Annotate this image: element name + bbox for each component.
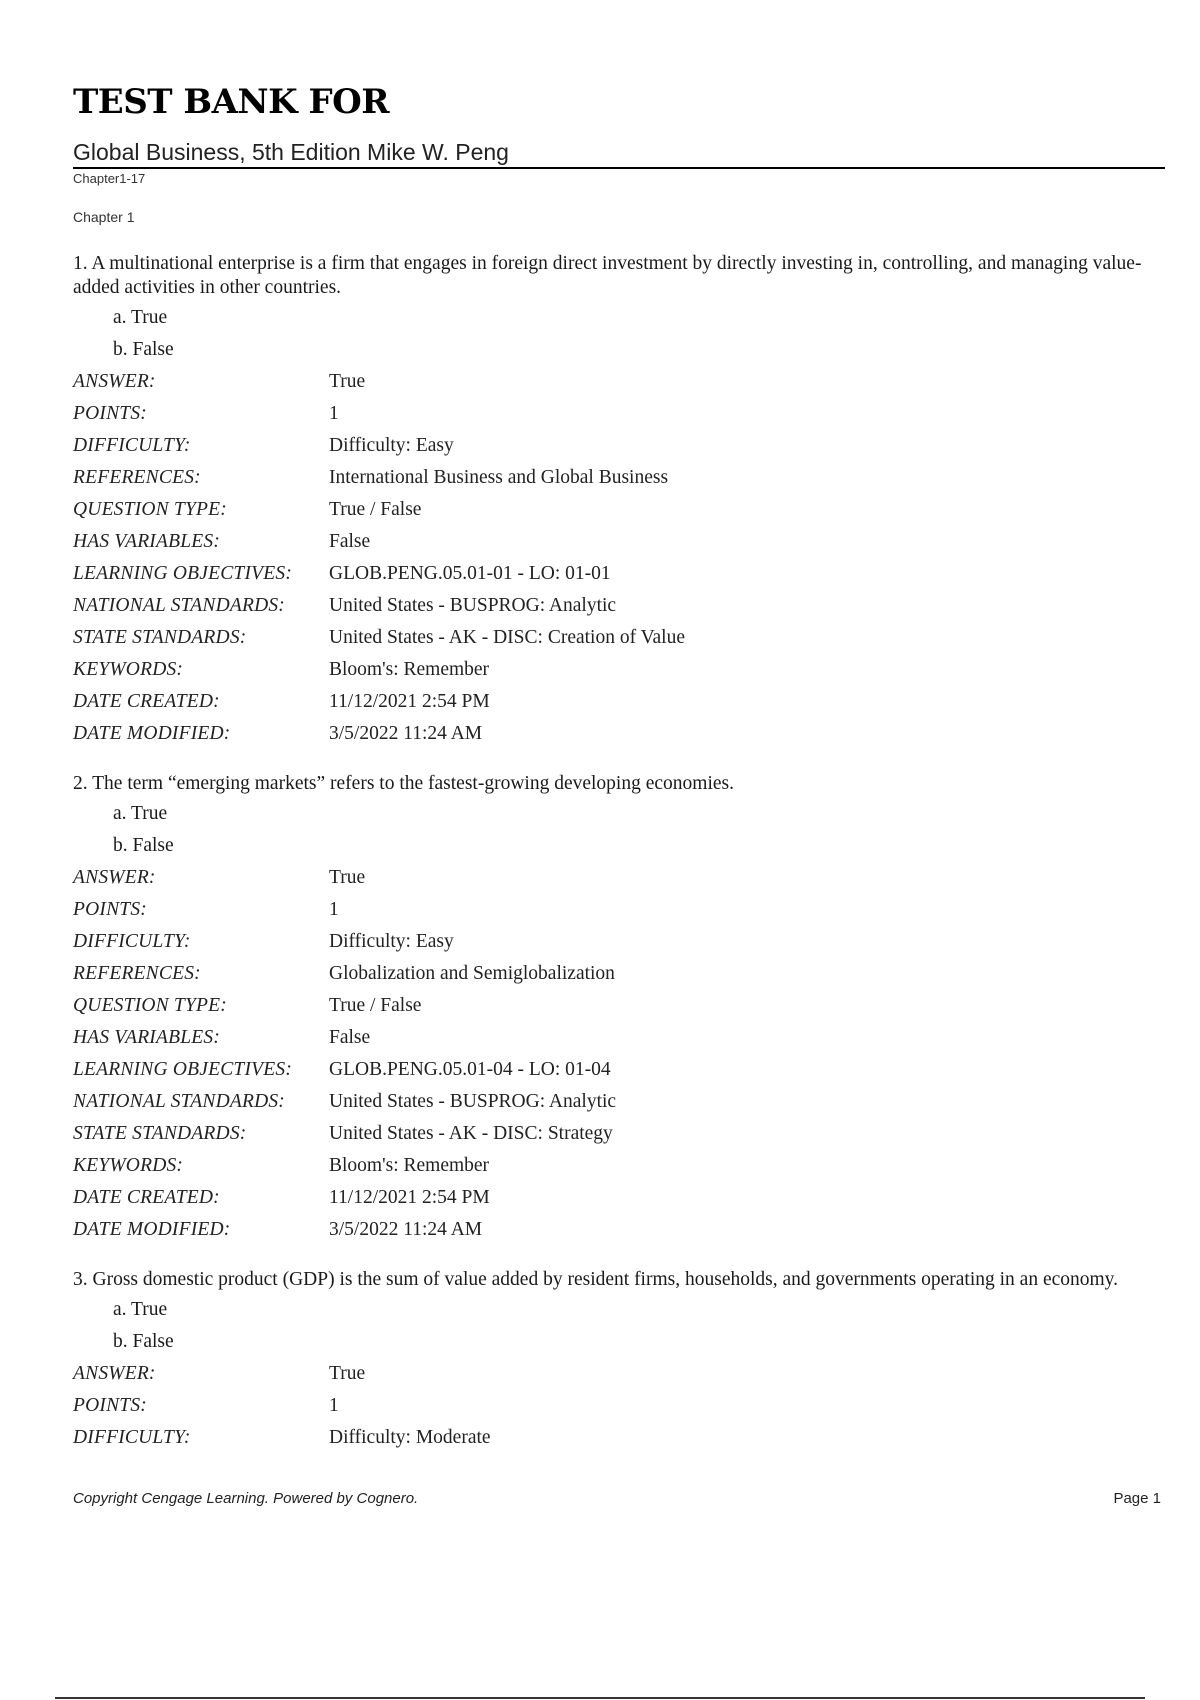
meta-answer: [73, 1358, 1165, 1390]
choice-a: a. True: [113, 803, 168, 824]
meta-value: United States - BUSPROG: Analytic: [329, 1091, 617, 1112]
meta-label: ANSWER:: [73, 1363, 156, 1384]
question-text: 3. Gross domestic product (GDP) is the sum of value added by resident firms, households, and governments operating in an economy.: [73, 1269, 1119, 1290]
question-3: [73, 1268, 1165, 1454]
chapter-label: Chapter 1: [73, 209, 135, 225]
meta-value: True / False: [329, 499, 422, 520]
meta-label: ANSWER:: [73, 371, 156, 392]
question-text: 2. The term “emerging markets” refers to the fastest-growing developing economies.: [73, 773, 734, 794]
meta-label: DIFFICULTY:: [73, 435, 191, 456]
meta-has-variables: [73, 526, 1165, 558]
meta-label: DATE MODIFIED:: [73, 723, 231, 744]
meta-value: 3/5/2022 11:24 AM: [329, 723, 483, 744]
answer-choices: [113, 798, 1165, 862]
meta-value: 11/12/2021 2:54 PM: [329, 691, 490, 712]
meta-national-standards: [73, 590, 1165, 622]
meta-date-modified: [73, 1214, 1165, 1246]
meta-label: NATIONAL STANDARDS:: [73, 1091, 285, 1112]
meta-label: LEARNING OBJECTIVES:: [73, 1059, 293, 1080]
meta-value: Difficulty: Easy: [329, 435, 454, 456]
meta-value: False: [329, 531, 371, 552]
choice-b: b. False: [113, 835, 174, 856]
meta-label: ANSWER:: [73, 867, 156, 888]
meta-label: DIFFICULTY:: [73, 931, 191, 952]
question-2: [73, 772, 1165, 1246]
choice-b: b. False: [113, 339, 174, 360]
meta-value: 1: [329, 899, 339, 920]
meta-value: Bloom's: Remember: [329, 659, 490, 680]
meta-value: Bloom's: Remember: [329, 1155, 490, 1176]
meta-national-standards: [73, 1086, 1165, 1118]
meta-has-variables: [73, 1022, 1165, 1054]
meta-value: United States - AK - DISC: Strategy: [329, 1123, 613, 1144]
meta-value: 3/5/2022 11:24 AM: [329, 1219, 483, 1240]
meta-value: 11/12/2021 2:54 PM: [329, 1187, 490, 1208]
bottom-divider: [55, 1697, 1145, 1699]
meta-value: True: [329, 867, 366, 888]
meta-difficulty: [73, 926, 1165, 958]
meta-label: KEYWORDS:: [73, 659, 184, 680]
meta-question-type: [73, 494, 1165, 526]
meta-keywords: [73, 654, 1165, 686]
meta-label: QUESTION TYPE:: [73, 499, 227, 520]
book-subtitle: Global Business, 5th Edition Mike W. Peng: [73, 138, 1165, 169]
question-text: 1. A multinational enterprise is a firm that engages in foreign direct investment by directly investing in, controlling, and managing value-added activities in other countries.: [73, 253, 1142, 298]
page-title: TEST BANK FOR: [73, 82, 390, 122]
page-footer: [73, 1490, 1161, 1507]
meta-value: True: [329, 371, 366, 392]
meta-label: POINTS:: [73, 1395, 147, 1416]
meta-label: LEARNING OBJECTIVES:: [73, 563, 293, 584]
meta-label: DIFFICULTY:: [73, 1427, 191, 1448]
question-metadata: [73, 366, 1165, 750]
meta-learning-objectives: [73, 1054, 1165, 1086]
chapter-range: Chapter1-17: [73, 171, 146, 186]
meta-date-created: [73, 1182, 1165, 1214]
meta-state-standards: [73, 622, 1165, 654]
meta-label: NATIONAL STANDARDS:: [73, 595, 285, 616]
meta-points: [73, 1390, 1165, 1422]
meta-answer: [73, 862, 1165, 894]
meta-value: True / False: [329, 995, 422, 1016]
meta-value: 1: [329, 1395, 339, 1416]
question-metadata: [73, 862, 1165, 1246]
meta-value: Difficulty: Easy: [329, 931, 454, 952]
document-page: [73, 78, 1165, 1454]
meta-points: [73, 398, 1165, 430]
meta-label: DATE CREATED:: [73, 691, 220, 712]
copyright-text: Copyright Cengage Learning. Powered by Cognero.: [73, 1490, 419, 1507]
meta-label: QUESTION TYPE:: [73, 995, 227, 1016]
meta-value: GLOB.PENG.05.01-04 - LO: 01-04: [329, 1059, 611, 1080]
question-metadata: [73, 1358, 1165, 1454]
choice-b: b. False: [113, 1331, 174, 1352]
meta-references: [73, 958, 1165, 990]
meta-label: STATE STANDARDS:: [73, 1123, 247, 1144]
meta-label: HAS VARIABLES:: [73, 531, 221, 552]
meta-value: GLOB.PENG.05.01-01 - LO: 01-01: [329, 563, 611, 584]
meta-label: POINTS:: [73, 403, 147, 424]
page-number: Page 1: [1113, 1490, 1161, 1507]
meta-state-standards: [73, 1118, 1165, 1150]
meta-references: [73, 462, 1165, 494]
question-1: [73, 252, 1165, 750]
meta-label: STATE STANDARDS:: [73, 627, 247, 648]
meta-value: Globalization and Semiglobalization: [329, 963, 615, 984]
answer-choices: [113, 302, 1165, 366]
meta-label: REFERENCES:: [73, 467, 201, 488]
meta-label: REFERENCES:: [73, 963, 201, 984]
meta-keywords: [73, 1150, 1165, 1182]
meta-points: [73, 894, 1165, 926]
meta-value: United States - AK - DISC: Creation of Value: [329, 627, 686, 648]
meta-value: 1: [329, 403, 339, 424]
meta-answer: [73, 366, 1165, 398]
choice-a: a. True: [113, 307, 168, 328]
meta-question-type: [73, 990, 1165, 1022]
meta-difficulty: [73, 430, 1165, 462]
choice-a: a. True: [113, 1299, 168, 1320]
meta-date-created: [73, 686, 1165, 718]
meta-value: False: [329, 1027, 371, 1048]
meta-label: DATE MODIFIED:: [73, 1219, 231, 1240]
meta-label: HAS VARIABLES:: [73, 1027, 221, 1048]
meta-learning-objectives: [73, 558, 1165, 590]
meta-difficulty: [73, 1422, 1165, 1454]
meta-label: POINTS:: [73, 899, 147, 920]
meta-value: True: [329, 1363, 366, 1384]
meta-value: Difficulty: Moderate: [329, 1427, 491, 1448]
meta-value: United States - BUSPROG: Analytic: [329, 595, 617, 616]
meta-value: International Business and Global Business: [329, 467, 669, 488]
meta-label: KEYWORDS:: [73, 1155, 184, 1176]
answer-choices: [113, 1294, 1165, 1358]
meta-label: DATE CREATED:: [73, 1187, 220, 1208]
meta-date-modified: [73, 718, 1165, 750]
